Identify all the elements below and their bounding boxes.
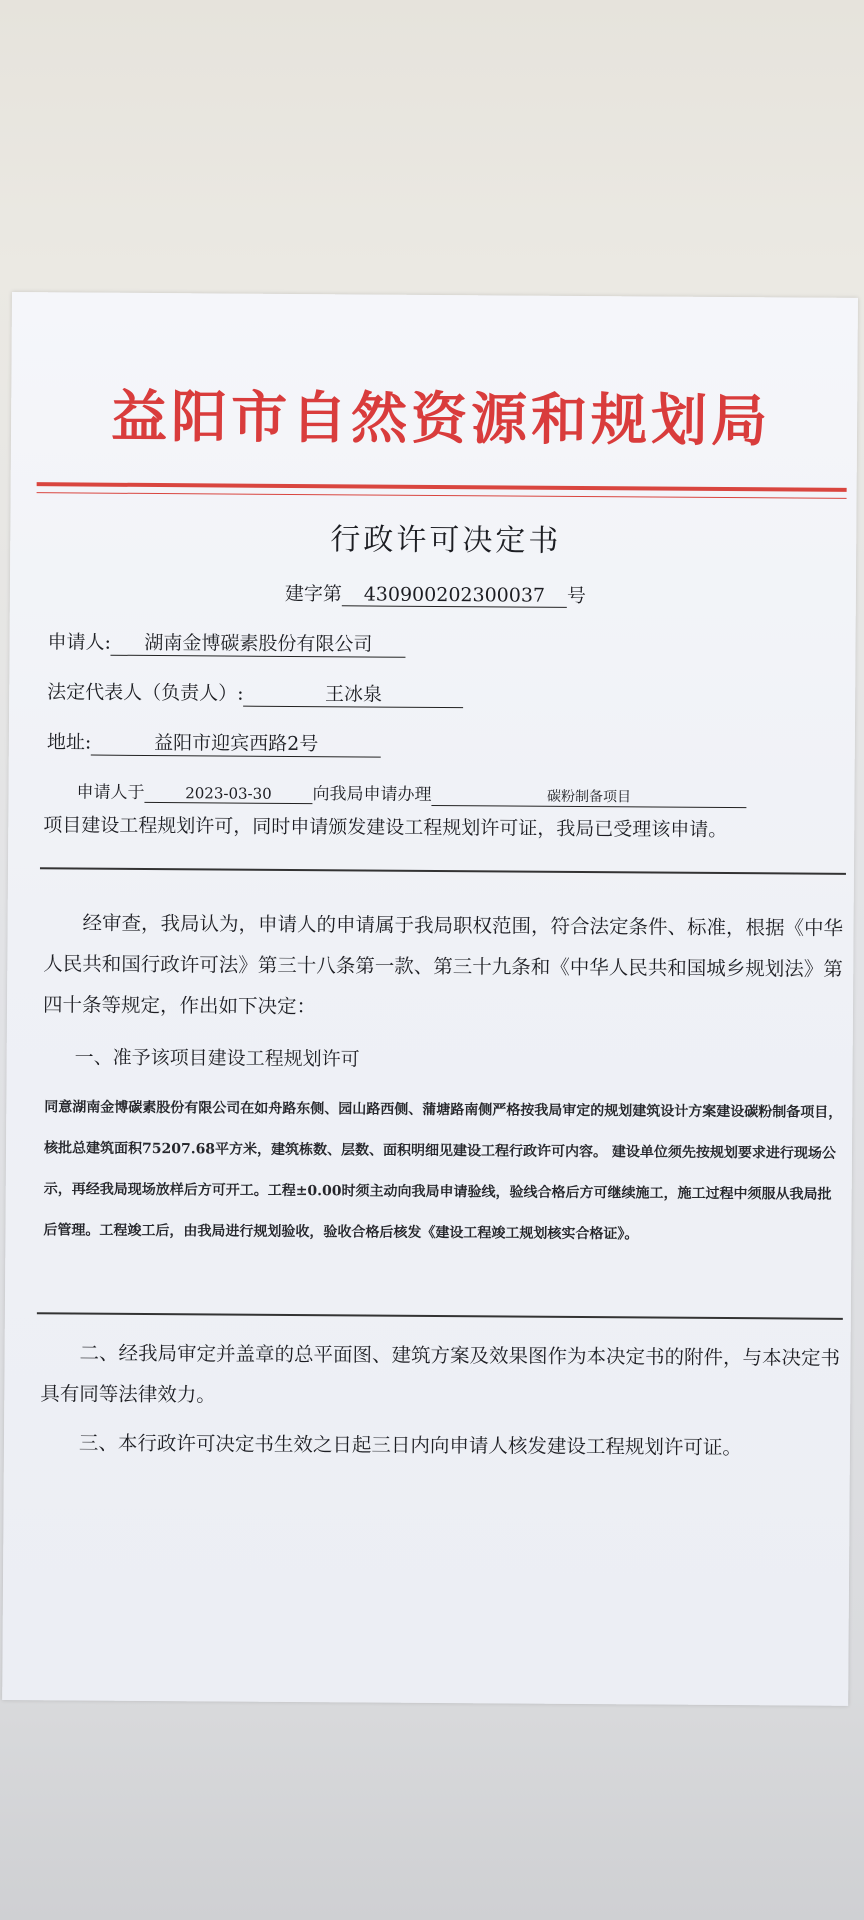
application-project: 碳粉制备项目 — [431, 785, 746, 808]
red-header-rule-thin — [37, 492, 847, 499]
issuing-authority-title: 益阳市自然资源和规划局 — [110, 384, 772, 455]
decision-item-1-body: 同意湖南金博碳素股份有限公司在如舟路东侧、园山路西侧、蒲塘路南侧严格按我局审定的规划建筑设计方案建设碳粉制备项目，核批总建筑面积75207.68平方米，建筑栋数、层数、面积明细见建设工程行政许可内容。 建设单位须先按规划要求进行现场公示，再经我局现场放样后方可开工。工程±0.00时须主动向我局申请验线，验线合格后方可继续施工，施工过程中须服从我局批后管理。工程竣工后，由我局进行规划验收，验收合格后核发《建设工程竣工规划核实合格证》。 — [43, 1099, 843, 1243]
address-label: 地址: — [46, 731, 92, 754]
legal-rep-label: 法定代表人（负责人）: — [47, 681, 244, 705]
permit-number: 430900202300037 — [342, 583, 567, 608]
section-divider-2 — [37, 1312, 843, 1319]
permit-suffix: 号 — [566, 584, 586, 608]
application-text-a: 申请人于 — [76, 782, 145, 803]
legal-rep-value: 王冰泉 — [244, 679, 464, 709]
decision-item-1-heading: 一、准予该项目建设工程规划许可 — [74, 1046, 360, 1071]
decision-item-3: 三、本行政许可决定书生效之日起三日内向申请人核发建设工程规划许可证。 — [78, 1431, 743, 1460]
review-paragraph: 经审查，我局认为，申请人的申请属于我局职权范围，符合法定条件、标准，根据《中华人民共和国行政许可法》第三十八条第一款、第三十九条和《中华人民共和国城乡规划法》第四十条等规定，作出如下决定： — [42, 911, 844, 1019]
applicant-field — [47, 627, 406, 658]
application-text-b: 向我局申请办理 — [312, 784, 432, 805]
applicant-label: 申请人: — [47, 631, 112, 654]
section-divider — [40, 867, 846, 874]
application-date: 2023-03-30 — [144, 784, 312, 804]
background-surface — [0, 1690, 864, 1920]
applicant-value: 湖南金博碳素股份有限公司 — [111, 628, 406, 658]
document-title: 行政许可决定书 — [330, 522, 562, 559]
decision-item-2: 二、经我局审定并盖章的总平面图、建筑方案及效果图作为本决定书的附件，与本决定书具有同等法律效力。 — [40, 1341, 841, 1407]
address-value: 益阳市迎宾西路2号 — [91, 728, 381, 758]
red-header-rule — [37, 482, 847, 492]
application-line — [76, 777, 746, 808]
application-text-c: 项目建设工程规划许可，同时申请颁发建设工程规划许可证，我局已受理该申请。 — [43, 814, 728, 842]
document-page — [2, 292, 858, 1706]
permit-number-line — [285, 579, 586, 608]
address-field — [47, 727, 382, 757]
legal-representative-field — [47, 677, 464, 708]
permit-prefix: 建字第 — [284, 582, 342, 606]
